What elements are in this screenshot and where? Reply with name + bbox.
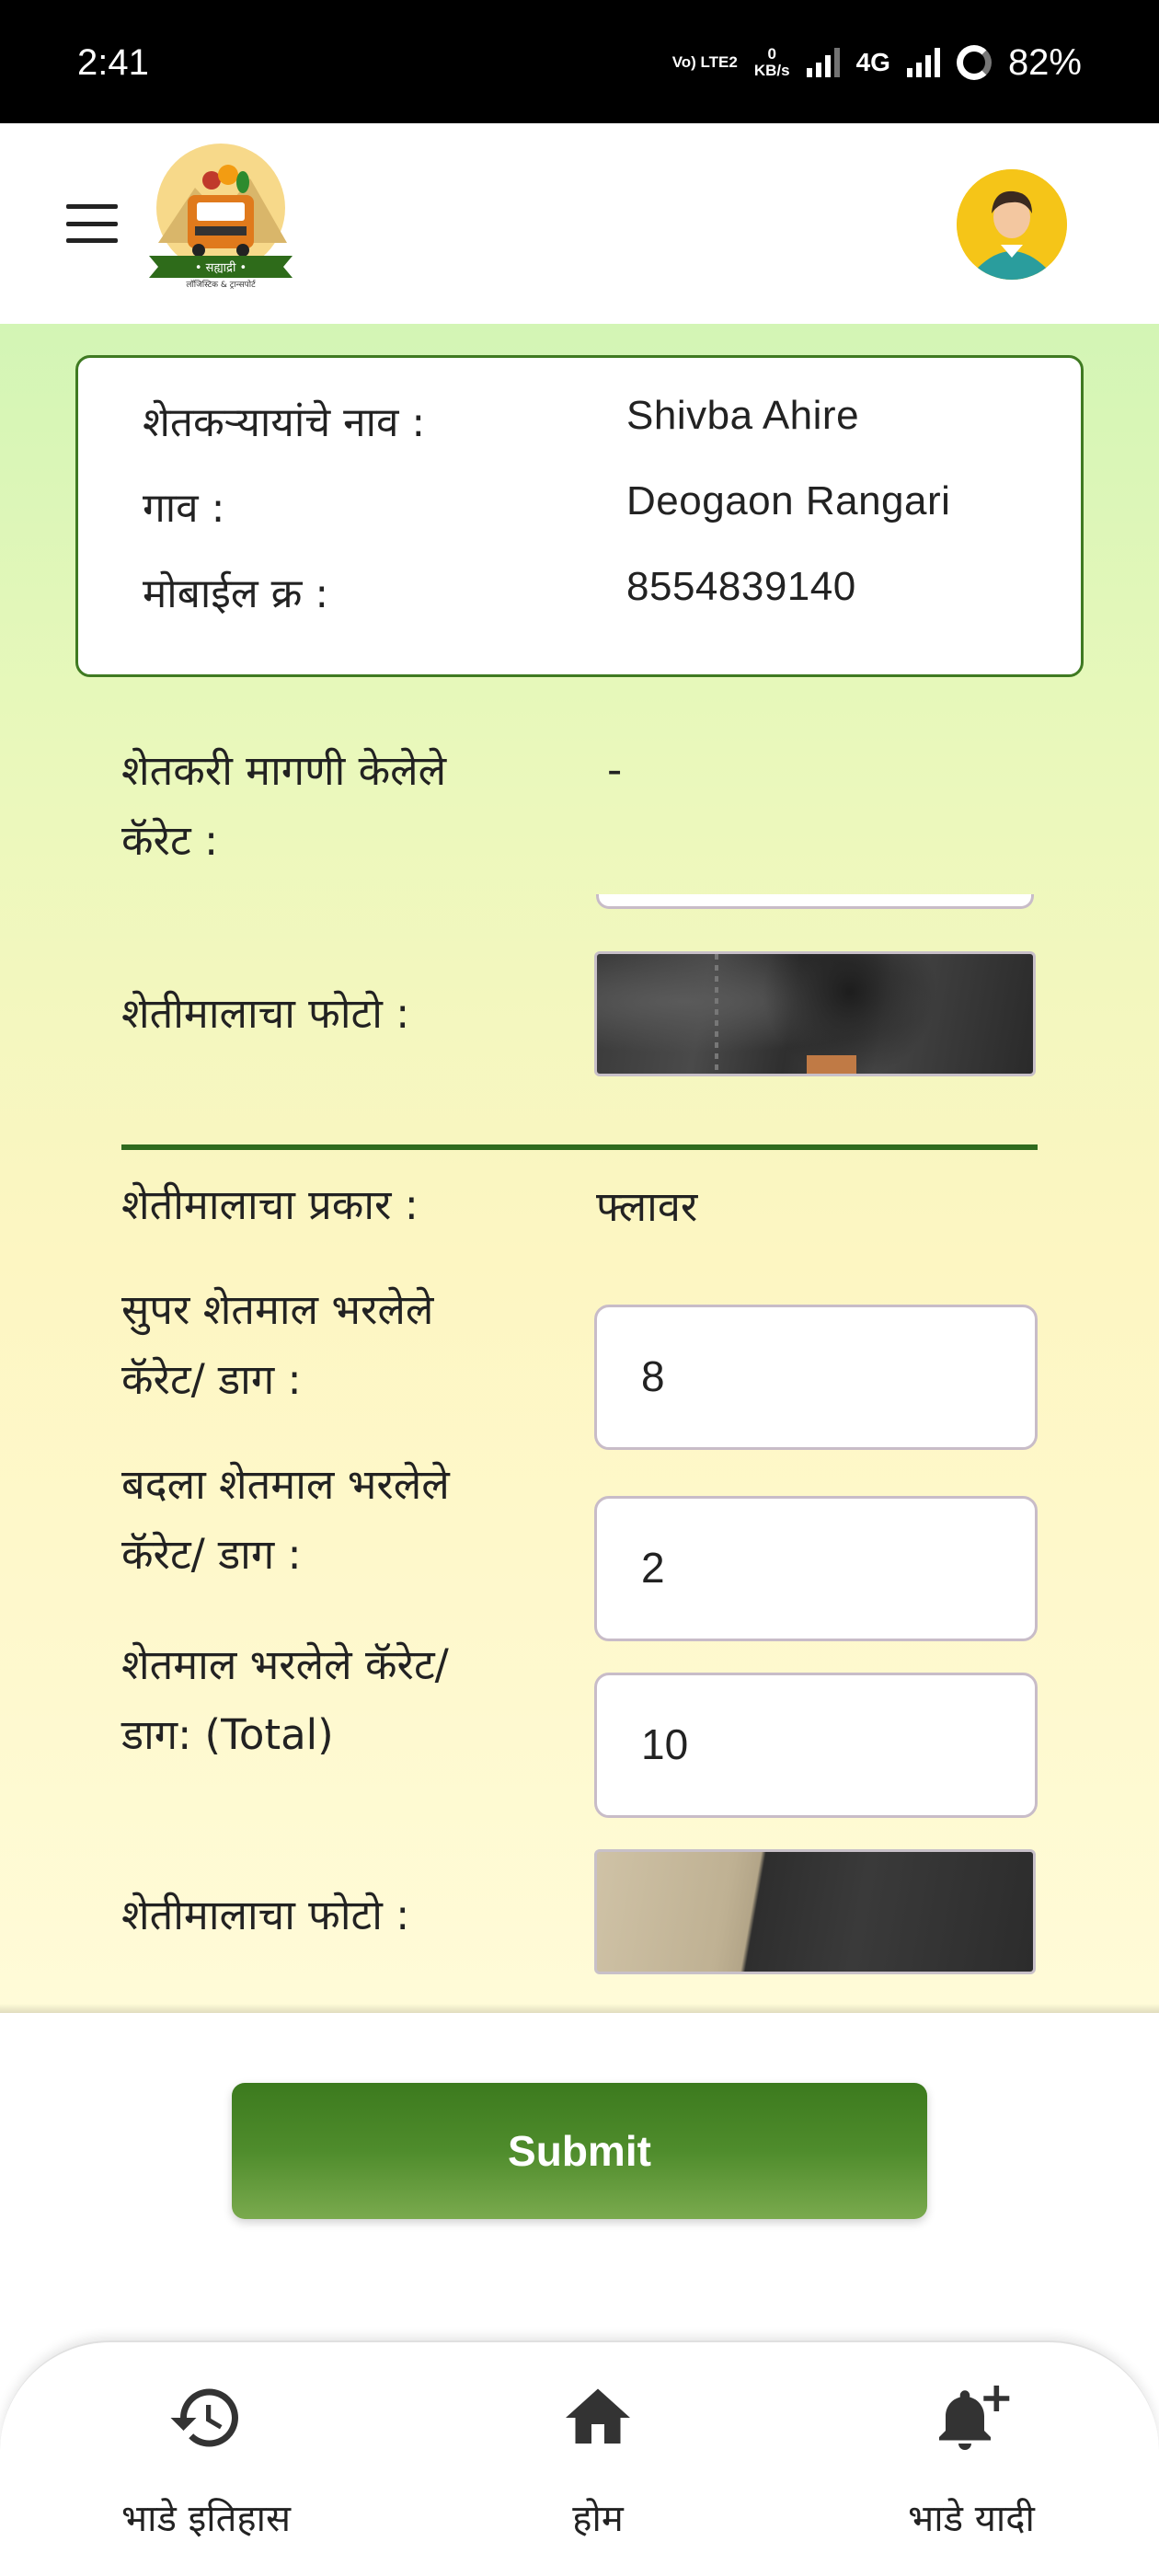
form-content <box>0 324 1159 2013</box>
mobile-row <box>143 564 1044 619</box>
app-logo <box>140 142 302 289</box>
svg-text:• सह्याद्री •: • सह्याद्री • <box>194 261 247 275</box>
nav-history-label: भाडे इतिहास <box>120 2498 292 2540</box>
village-row <box>143 478 1044 534</box>
super-crates-label: सुपर शेतमाल भरलेले कॅरेट/ डाग : <box>121 1285 434 1404</box>
submit-area <box>0 2013 1159 2337</box>
signal-strength-icon-2 <box>907 48 940 77</box>
exchange-crates-input[interactable]: 2 <box>594 1496 1038 1641</box>
total-crates-input[interactable]: 10 <box>594 1673 1038 1818</box>
farmer-name-value: Shivba Ahire <box>626 393 860 438</box>
requested-crates-label: शेतकरी मागणी केलेले कॅरेट : <box>121 746 447 865</box>
network-speed: 0 KB/s <box>753 45 790 79</box>
mobile-value: 8554839140 <box>626 564 856 609</box>
farmer-info-card <box>75 355 1084 677</box>
notification-add-icon <box>933 2379 1010 2456</box>
submit-button[interactable]: Submit <box>232 2083 927 2219</box>
section-divider <box>121 1144 1038 1150</box>
status-icons <box>672 37 1082 88</box>
nav-rent-list[interactable] <box>833 2379 1109 2563</box>
produce-photo-label-2: शेतीमालाचा फोटो : <box>121 1891 410 1939</box>
hamburger-menu-icon[interactable] <box>66 204 118 243</box>
status-bar <box>0 0 1159 123</box>
nav-rent-list-label: भाडे यादी <box>908 2498 1035 2540</box>
produce-photo-1[interactable] <box>594 951 1036 1076</box>
farmer-name-row <box>143 393 1044 448</box>
battery-ring-icon <box>957 45 992 80</box>
village-label: गाव : <box>143 485 225 532</box>
produce-photo-label-1: शेतीमालाचा फोटो : <box>121 989 410 1038</box>
battery-level: 82% <box>1007 41 1082 83</box>
user-avatar-icon[interactable] <box>957 169 1067 280</box>
farmer-name-label: शेतकऱ्यायांचे नाव : <box>143 399 426 446</box>
history-icon <box>167 2379 245 2456</box>
nav-history[interactable] <box>68 2379 344 2563</box>
produce-type-value: फ्लावर <box>596 1182 698 1231</box>
mobile-label: मोबाईल क्र : <box>143 570 329 617</box>
signal-strength-icon <box>807 48 840 77</box>
exchange-crates-label: बदला शेतमाल भरलेले कॅरेट/ डाग : <box>121 1460 450 1579</box>
produce-photo-2[interactable] <box>594 1849 1036 1974</box>
requested-crates-value: - <box>607 745 623 794</box>
village-value: Deogaon Rangari <box>626 478 951 523</box>
nav-home-label: होम <box>572 2498 624 2540</box>
bottom-navigation <box>0 2340 1159 2576</box>
scrolled-field-edge <box>596 894 1034 909</box>
app-bar <box>0 123 1159 324</box>
super-crates-input[interactable]: 8 <box>594 1305 1038 1450</box>
total-crates-label: शेतमाल भरलेले कॅरेट/ डाग: (Total) <box>121 1640 449 1759</box>
status-time: 2:41 <box>77 42 149 83</box>
volte-indicator: Vo) LTE2 <box>671 53 738 71</box>
svg-text:लॉजिस्टिक & ट्रान्सपोर्ट: लॉजिस्टिक & ट्रान्सपोर्ट <box>186 281 256 289</box>
network-type: 4G <box>855 48 890 76</box>
produce-type-label: शेतीमालाचा प्रकार : <box>121 1180 419 1229</box>
nav-home[interactable] <box>460 2379 736 2563</box>
home-icon <box>559 2379 637 2456</box>
